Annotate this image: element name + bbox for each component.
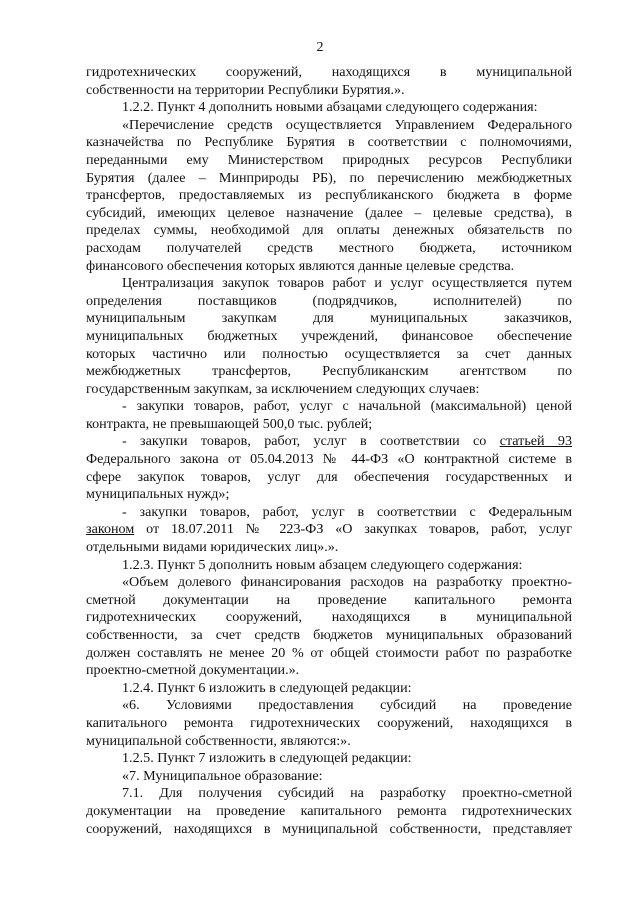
text-line: гидротехнических сооружений, находящихся в муниципальной <box>86 64 572 80</box>
text-line: Бурятия (далее – Минприроды РБ), по перечислению межбюджетных <box>86 169 572 186</box>
text-line: сметной документации на проведение капитального ремонта <box>86 591 572 608</box>
text-line: собственности на территории Республики Бурятия.». <box>86 81 405 98</box>
text-line: государственным закупкам, за исключением следующих случаев: <box>86 380 480 397</box>
text-line: финансового обеспечения которых являются данные целевые средства. <box>86 257 515 274</box>
text-line: определения поставщиков (подрядчиков, исполнителей) по <box>86 292 572 309</box>
text-line: муниципальных нужд»; <box>86 486 230 503</box>
text-line: муниципальной собственности, являются:». <box>86 732 351 749</box>
text-line: «Перечисление средств осуществляется Управлением Федерального <box>122 116 572 133</box>
text-line: должен составлять не менее 20 % от общей стоимости работ по разработке <box>86 644 572 661</box>
text-line: - закупки товаров, работ, услуг в соответствии со статьей 93 <box>122 433 572 450</box>
text-line: 7.1. Для получения субсидий на разработку проектно-сметной <box>122 785 572 802</box>
text-line: муниципальным закупкам для муниципальных заказчиков, <box>86 310 572 327</box>
text-line: «Объем долевого финансирования расходов на разработку проектно- <box>122 574 572 591</box>
text-line: - закупки товаров, работ, услуг в соответствии с Федеральным <box>122 503 572 520</box>
text-line: переданными ему Министерством природных ресурсов Республики <box>86 151 572 168</box>
text-line: муниципальных бюджетных учреждений, финансовое обеспечение <box>86 327 572 344</box>
text-line: законом от 18.07.2011 № 223-ФЗ «О закупках товаров, работ, услуг <box>86 521 572 538</box>
text-line: «6. Условиями предоставления субсидий на проведение <box>122 697 572 714</box>
text-line: трансфертов, предоставляемых из республиканского бюджета в форме <box>86 187 572 204</box>
text-line: контракта, не превышающей 500,0 тыс. рублей; <box>86 415 373 432</box>
text-line: сооружений, находящихся в муниципальной собственности, представляет <box>86 820 572 837</box>
text-line: гидротехнических сооружений, находящихся в муниципальной <box>86 609 572 626</box>
text-line: Централизация закупок товаров работ и услуг осуществляется путем <box>122 275 572 292</box>
text-line: 1.2.3. Пункт 5 дополнить новым абзацем следующего содержания: <box>122 556 523 573</box>
text-line: 1.2.5. Пункт 7 изложить в следующей редакции: <box>122 750 412 767</box>
text-line: межбюджетных трансфертов, Республиканским агентством по <box>86 363 572 380</box>
text-line: субсидий, имеющих целевое назначение (далее – целевые средства), в <box>86 204 572 221</box>
text-line: «7. Муниципальное образование: <box>122 767 323 784</box>
text-line: пределах суммы, необходимой для оплаты денежных обязательств по <box>86 222 572 239</box>
hyperlink[interactable]: законом <box>86 521 135 538</box>
text-line: казначейства по Республике Бурятия в соответствии с полномочиями, <box>86 134 572 151</box>
text-line: Федерального закона от 05.04.2013 № 44-ФЗ «О контрактной системе в <box>86 451 572 468</box>
text-line: собственности, за счет средств бюджетов муниципальных образований <box>86 627 572 643</box>
text-line: документации на проведение капитального ремонта гидротехнических <box>86 802 572 819</box>
document-body <box>86 64 572 838</box>
text-line: 1.2.4. Пункт 6 изложить в следующей редакции: <box>122 679 412 696</box>
text-line: отдельными видами юридических лиц».». <box>86 539 339 556</box>
text-line: расходам получателей средств местного бюджета, источником <box>86 239 572 256</box>
hyperlink[interactable]: статьей 93 <box>499 433 572 450</box>
text-line: капитального ремонта гидротехнических сооружений, находящихся в <box>86 714 572 731</box>
text-line: - закупки товаров, работ, услуг с начальной (максимальной) ценой <box>122 398 572 415</box>
text-line: 1.2.2. Пункт 4 дополнить новыми абзацами следующего содержания: <box>122 99 538 116</box>
text-line: проектно-сметной документации.». <box>86 662 300 679</box>
text-line: сфере закупок товаров, услуг для обеспечения государственных и <box>86 468 572 485</box>
text-line: которых частично или полностью осуществляется за счет данных <box>86 345 572 362</box>
page-number: 2 <box>316 40 324 55</box>
